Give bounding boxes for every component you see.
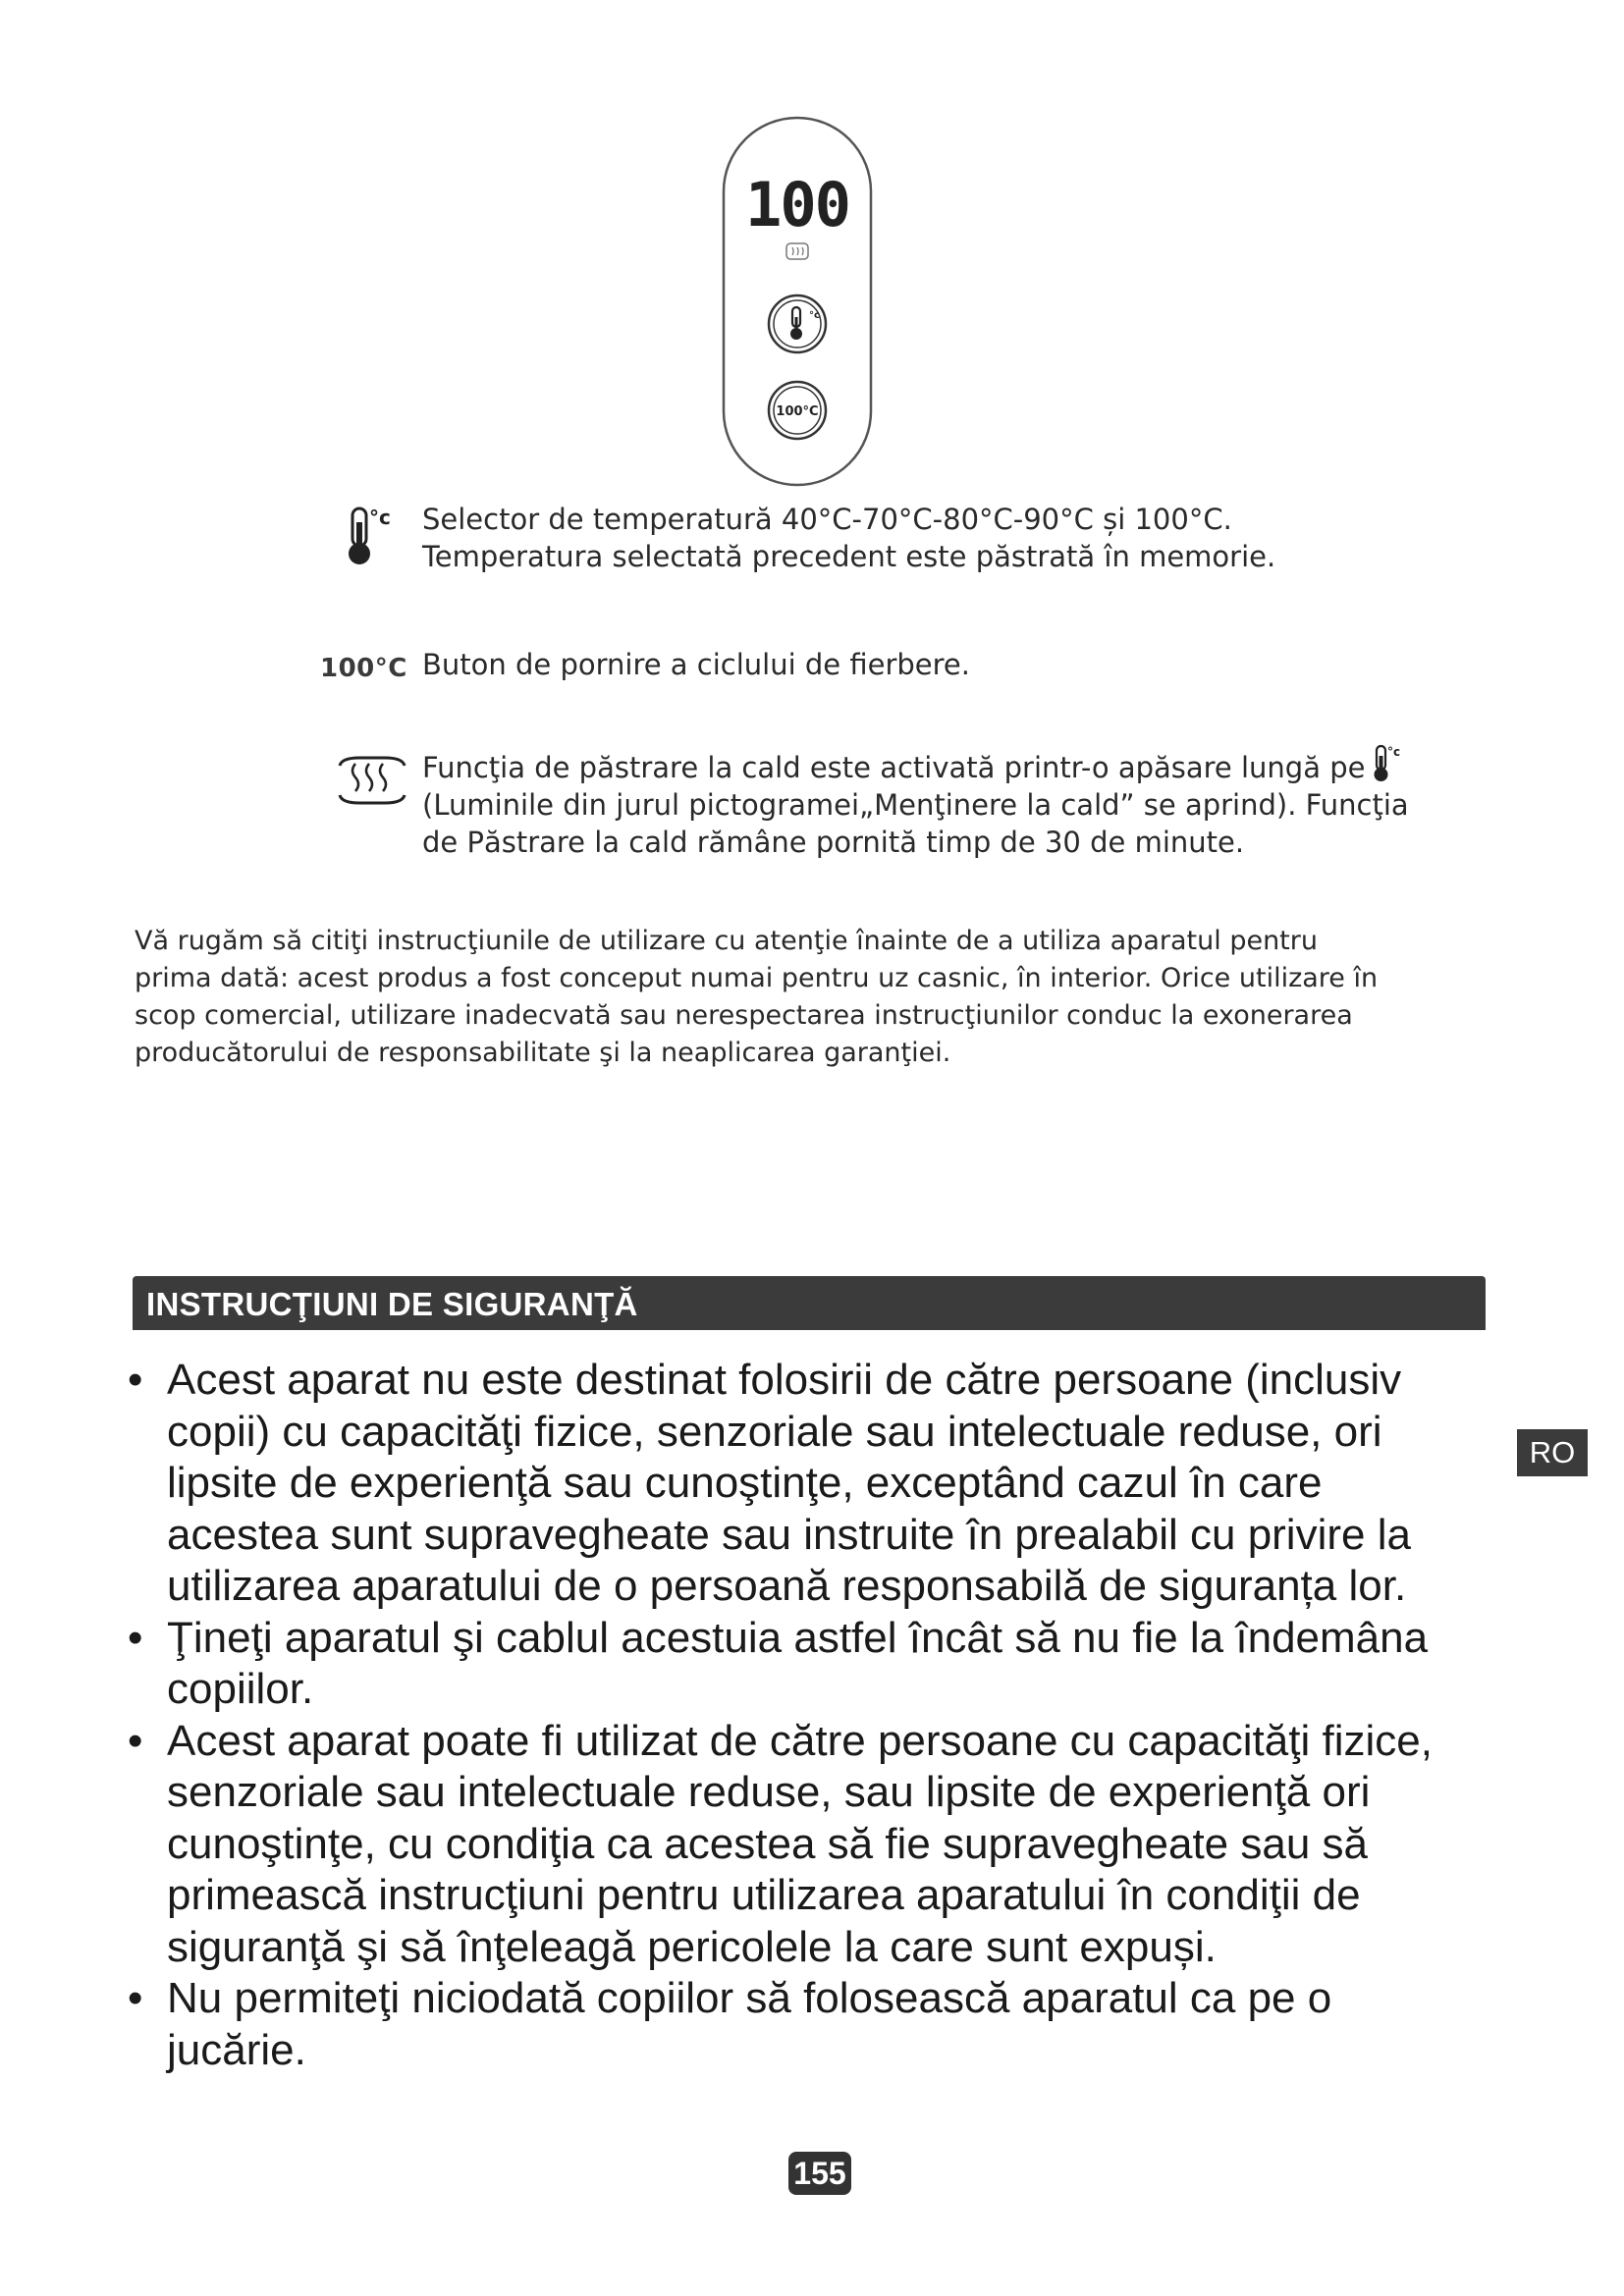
temperature-description (422, 501, 1384, 575)
bullet: • (128, 1716, 143, 1765)
safety-item-3-line-5: siguranţă şi să înţeleagă pericolele la care sunt expuși. (167, 1922, 1217, 1971)
thermometer-unit-label: °c (369, 506, 391, 529)
safety-item-3-line-3: cunoştinţe, cu condiţia ca acestea să fie supravegheate sau să (167, 1819, 1368, 1868)
safety-item-3-line-1: Acest aparat poate fi utilizat de către persoane cu capacităţi fizice, (167, 1716, 1433, 1765)
legend-keep-warm (320, 744, 1409, 872)
section-title: INSTRUCŢIUNI DE SIGURANŢĂ (146, 1286, 638, 1322)
intro-line-4: producătorului de responsabilitate şi la neaplicarea garanţiei. (135, 1038, 951, 1068)
safety-item-1-line-2: copii) cu capacităţi fizice, senzoriale sau intelectuale reduse, ori (167, 1407, 1382, 1456)
safety-item-1-line-1: Acest aparat nu este destinat folosirii de către persoane (inclusiv (167, 1356, 1402, 1404)
temperature-button[interactable] (769, 295, 826, 352)
keep-warm-icon (320, 752, 428, 821)
safety-item (128, 1716, 1502, 1974)
keep-warm-line-1: Funcţia de păstrare la cald este activată printr-o apăsare lungă pe (422, 751, 1366, 784)
safety-item-4-line-2: jucărie. (167, 2025, 306, 2074)
thermometer-inline-icon (1371, 744, 1404, 783)
intro-paragraph (135, 923, 1411, 1072)
intro-line-3: scop comercial, utilizare inadecvată sau nerespectarea instrucţiunilor conduc la exonerarea (135, 1000, 1353, 1031)
boil-button-label: 100°C (776, 404, 819, 419)
safety-item-1-line-4: acestea sunt supravegheate sau instruite în prealabil cu privire la (167, 1510, 1411, 1559)
language-tab: RO (1517, 1429, 1588, 1476)
boil-description (422, 646, 1384, 683)
temperature-line-2: Temperatura selectată precedent este păstrată în memorie. (422, 540, 1276, 573)
safety-item-1-line-5: utilizarea aparatului de o persoană responsabilă de siguranța lor. (167, 1562, 1407, 1610)
intro-line-1: Vă rugăm să citiţi instrucţiunile de utilizare cu atenţie înainte de a utiliza aparatul pentru (135, 926, 1318, 956)
control-panel-illustration (722, 116, 873, 487)
boil-button[interactable] (769, 382, 826, 439)
temperature-button-unit: °c (809, 310, 820, 321)
safety-item-1-line-3: lipsite de experienţă sau cunoştinţe, exceptând cazul în care (167, 1459, 1323, 1507)
bullet: • (128, 1613, 143, 1662)
legend-boil (320, 646, 1400, 754)
safety-item-2-line-1: Ţineţi aparatul şi cablul acestuia astfel încât să nu fie la îndemâna (167, 1613, 1429, 1662)
safety-item-3-line-4: primească instrucţiuni pentru utilizarea aparatului în condiţii de (167, 1871, 1361, 1919)
legend-temperature (320, 501, 1400, 609)
safety-item (128, 1355, 1502, 1613)
section-header (133, 1276, 1486, 1330)
safety-item (128, 1973, 1502, 2076)
temperature-line-1: Selector de temperatură 40°C-70°C-80°C-90°C și 100°C. (422, 503, 1232, 536)
safety-instructions-list (128, 1355, 1502, 2076)
safety-item-3-line-2: senzoriale sau intelectuale reduse, sau lipsite de experienţă ori (167, 1768, 1371, 1816)
safety-item (128, 1613, 1502, 1716)
keep-warm-line-3: de Păstrare la cald rămâne pornită timp de 30 de minute. (422, 826, 1245, 859)
bullet: • (128, 1356, 143, 1404)
safety-item-2-line-2: copiilor. (167, 1665, 314, 1713)
keep-warm-description (422, 744, 1409, 861)
boil-icon-label: 100°C (320, 654, 407, 683)
keep-warm-line-2: (Luminile din jurul pictogramei„Menţinere la cald” se aprind). Funcţia (422, 788, 1409, 822)
inline-unit-label: °c (1387, 745, 1401, 759)
panel-display: 100 (745, 169, 849, 240)
bullet: • (128, 1974, 143, 2022)
boil-line: Buton de pornire a ciclului de fierbere. (422, 648, 970, 681)
intro-line-2: prima dată: acest produs a fost conceput numai pentru uz casnic, în interior. Orice utilizare în (135, 963, 1379, 993)
page-number: 155 (788, 2152, 851, 2195)
keep-warm-line-1-wrap (422, 744, 1401, 786)
safety-item-4-line-1: Nu permiteţi niciodată copiilor să folosească aparatul ca pe o (167, 1974, 1332, 2022)
thermometer-icon (320, 501, 428, 569)
